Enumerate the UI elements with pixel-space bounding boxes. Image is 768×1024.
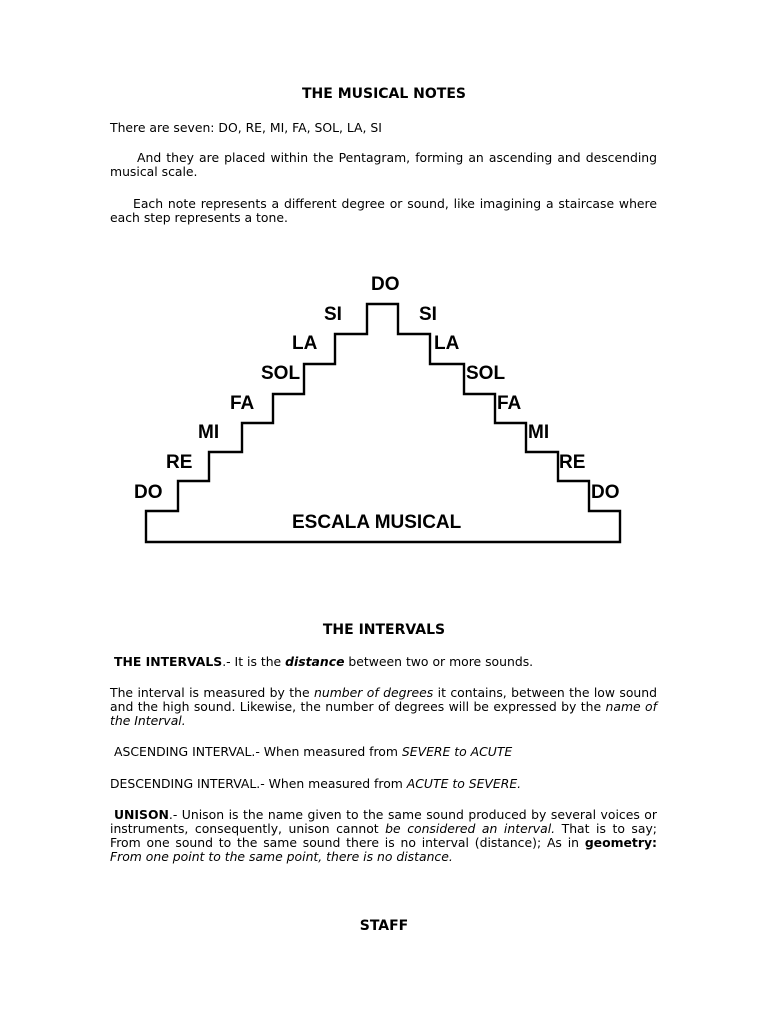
paragraph-unison bbox=[110, 808, 657, 864]
title-staff: STAFF bbox=[359, 918, 409, 934]
note-do-top: DO bbox=[371, 274, 400, 295]
note-fa-left: FA bbox=[230, 393, 255, 414]
paragraph-interval-measure bbox=[110, 686, 657, 728]
definition-text-b: between two or more sounds. bbox=[344, 654, 534, 669]
measure-emphasis-degrees: number of degrees bbox=[314, 685, 434, 700]
paragraph-seven-notes: There are seven: DO, RE, MI, FA, SOL, LA, SI bbox=[110, 120, 382, 135]
title-intervals: THE INTERVALS bbox=[322, 622, 446, 638]
ascending-text: ASCENDING INTERVAL.- When measured from bbox=[114, 744, 402, 759]
title-musical-notes: THE MUSICAL NOTES bbox=[301, 86, 466, 102]
note-re-left: RE bbox=[166, 452, 193, 473]
unison-colon: : bbox=[652, 835, 657, 850]
note-sol-left: SOL bbox=[261, 363, 301, 384]
unison-text-b: That is to say; From one sound to the same sound there is no interval (distance); As in bbox=[110, 821, 657, 850]
measure-text-a: The interval is measured by the bbox=[110, 685, 314, 700]
note-la-right: LA bbox=[434, 333, 460, 354]
paragraph-staircase: Each note represents a different degree or sound, like imagining a staircase where each step represents a tone. bbox=[110, 196, 657, 225]
definition-text-a: .- It is the bbox=[222, 654, 286, 669]
paragraph-pentagram: And they are placed within the Pentagram, forming an ascending and descending musical scale. bbox=[110, 150, 657, 179]
term-unison: UNISON bbox=[114, 807, 169, 822]
unison-emphasis-geometry: From one point to the same point, there is no distance. bbox=[110, 849, 453, 864]
note-si-right: SI bbox=[419, 304, 437, 325]
paragraph-ascending-interval bbox=[110, 745, 657, 759]
term-distance: distance bbox=[285, 654, 345, 669]
paragraph-intervals-definition bbox=[110, 655, 657, 669]
note-sol-right: SOL bbox=[466, 363, 506, 384]
note-mi-left: MI bbox=[198, 422, 220, 443]
measure-emphasis-name: name of the Interval. bbox=[110, 699, 657, 728]
paragraph-descending-interval bbox=[110, 777, 657, 791]
descending-text: DESCENDING INTERVAL.- When measured from bbox=[110, 776, 407, 791]
term-intervals: THE INTERVALS bbox=[114, 654, 223, 669]
ascending-emphasis: SEVERE to ACUTE bbox=[401, 744, 513, 759]
unison-text-a: .- Unison is the name given to the same sound produced by several voices or instruments, consequently, unison cannot bbox=[110, 807, 657, 836]
note-la-left: LA bbox=[292, 333, 318, 354]
note-fa-right: FA bbox=[497, 393, 522, 414]
measure-text-b: it contains, between the low sound and the high sound. Likewise, the number of degrees will be expressed by the bbox=[110, 685, 657, 714]
unison-emphasis-interval: be considered an interval. bbox=[385, 821, 556, 836]
note-mi-right: MI bbox=[528, 422, 550, 443]
note-si-left: SI bbox=[324, 304, 342, 325]
descending-emphasis: ACUTE to SEVERE. bbox=[406, 776, 522, 791]
figure-caption: ESCALA MUSICAL bbox=[292, 512, 462, 533]
note-do-right: DO bbox=[591, 482, 620, 503]
note-re-right: RE bbox=[559, 452, 586, 473]
note-do-left: DO bbox=[134, 482, 163, 503]
term-geometry: geometry bbox=[584, 835, 653, 850]
